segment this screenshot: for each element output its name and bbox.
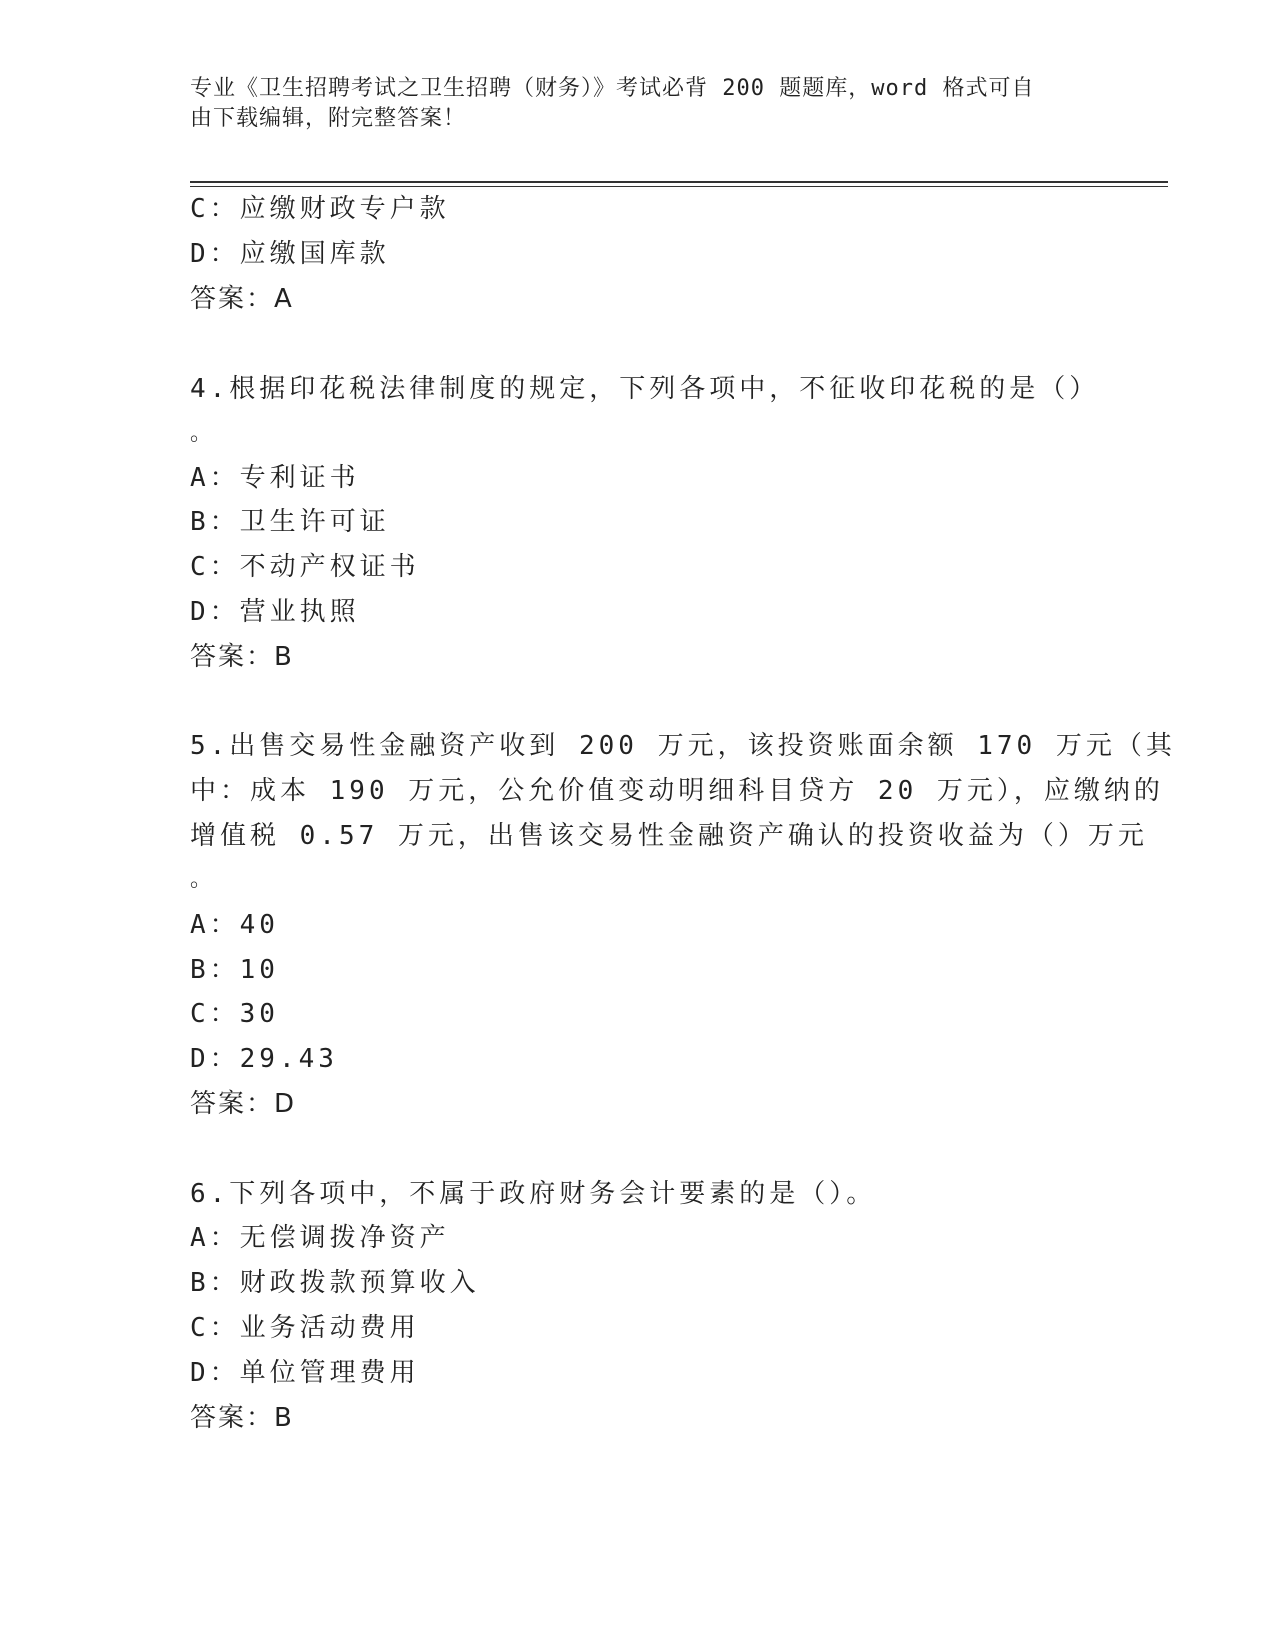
q4-stem-line-1: 4.根据印花税法律制度的规定，下列各项中，不征收印花税的是（） — [190, 374, 1100, 404]
q5-stem-line-4: 。 — [190, 867, 217, 892]
q4-option-c: C：不动产权证书 — [190, 552, 420, 582]
q4-stem-line-2: 。 — [190, 421, 217, 446]
q6-option-d: D：单位管理费用 — [190, 1358, 420, 1388]
q6-option-a: A：无偿调拨净资产 — [190, 1223, 450, 1253]
prev-option-d: D：应缴国库款 — [190, 239, 390, 269]
q4-option-a: A：专利证书 — [190, 463, 360, 493]
q6-option-c: C：业务活动费用 — [190, 1313, 420, 1343]
q5-stem-line-1: 5.出售交易性金融资产收到 200 万元，该投资账面余额 170 万元（其 — [190, 731, 1176, 761]
q6-answer: 答案：B — [190, 1403, 294, 1433]
prev-answer: 答案：A — [190, 284, 294, 314]
header-line-1: 专业《卫生招聘考试之卫生招聘（财务）》考试必背 200 题题库，word 格式可自 — [190, 76, 1035, 101]
q5-option-b: B：10 — [190, 955, 279, 985]
q4-answer: 答案：B — [190, 642, 294, 672]
header-rule-thick — [190, 181, 1168, 183]
prev-option-c: C：应缴财政专户款 — [190, 194, 450, 224]
q5-stem-line-2: 中：成本 190 万元，公允价值变动明细科目贷方 20 万元），应缴纳的 — [190, 776, 1164, 806]
q5-option-c: C：30 — [190, 999, 279, 1029]
q5-answer: 答案：D — [190, 1089, 297, 1119]
q6-stem-line-1: 6.下列各项中，不属于政府财务会计要素的是（）。 — [190, 1179, 877, 1209]
q4-option-d: D：营业执照 — [190, 597, 360, 627]
q5-option-d: D：29.43 — [190, 1044, 338, 1074]
document-header — [190, 74, 1090, 134]
header-line-2: 由下载编辑，附完整答案！ — [190, 106, 467, 131]
q5-stem-line-3: 增值税 0.57 万元，出售该交易性金融资产确认的投资收益为（）万元 — [190, 821, 1148, 851]
q5-option-a: A：40 — [190, 910, 279, 940]
header-rule-thin — [190, 186, 1168, 187]
q6-option-b: B：财政拨款预算收入 — [190, 1268, 480, 1298]
q4-option-b: B：卫生许可证 — [190, 507, 390, 537]
